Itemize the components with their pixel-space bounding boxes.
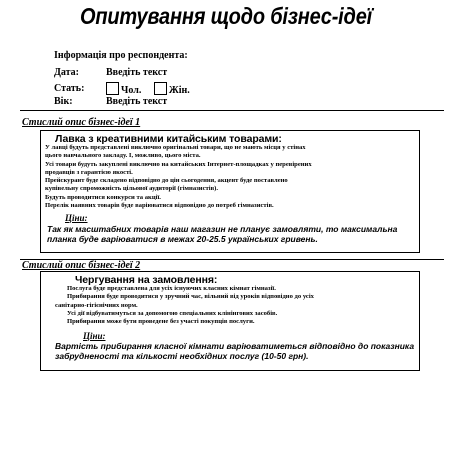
gender-options (106, 82, 190, 96)
description-line: Перелік наявних товарів буде варіюватися відповідно до потреб гімназистів. (45, 202, 274, 210)
idea1-description (45, 144, 417, 210)
idea1-heading: Лавка з креативними китайським товарами: (55, 133, 282, 145)
female-checkbox[interactable] (154, 82, 167, 95)
female-label: Жін. (168, 85, 190, 96)
description-line: Усі дії відбуватимуться за допомогою спеціальних клінінгових засобів. (67, 309, 278, 317)
idea2-section-title: Стислий опис бізнес-ідеї 2 (22, 260, 141, 271)
idea1-section-title: Стислий опис бізнес-ідеї 1 (22, 117, 141, 128)
sex-row (54, 83, 190, 96)
idea2-price-text: Вартість прибирання класної кімнати варіюватиметься відповідно до показника забрудненості та кількості необхідних послуг (10-50 грн). (55, 341, 415, 361)
description-line: продавців з гарантією якості. (45, 168, 133, 176)
description-line: Прибирання буде проводитися у зручний час, вільний від уроків відповідно до усіх (67, 293, 314, 301)
date-label: Дата: (54, 67, 79, 78)
male-label: Чол. (121, 85, 142, 96)
description-line: Усі товари будуть закуплені виключно на китайських Інтернет-площадках у перевірених (45, 160, 312, 168)
date-row (54, 67, 168, 78)
description-line: Послуга буде представлена для усіх існуючих класних кімнат гімназії. (67, 285, 276, 292)
age-field[interactable]: Введіть текст (106, 96, 168, 107)
description-line: Прейскурант буде складено відповідно до цін сьогодення, акцент буде поставлено (45, 177, 288, 185)
date-field[interactable]: Введіть текст (106, 67, 168, 78)
idea2-heading: Чергування на замовлення: (75, 274, 218, 286)
description-line: купівельну спроможність цільової аудиторії (гімназистів). (45, 185, 218, 193)
divider (20, 110, 444, 111)
description-line: санітарно-гігієнічних норм. (55, 301, 138, 309)
idea2-description (55, 285, 417, 326)
idea1-price-label: Ціни: (65, 213, 88, 223)
description-line: Прибирання може бути проведене без участі покупців послуги. (67, 318, 255, 326)
idea2-box[interactable] (40, 271, 420, 371)
age-label: Вік: (54, 96, 73, 107)
description-line: У лавці будуть представлені виключно оригінальні товари, що не мають місця у стінах (45, 144, 306, 151)
idea2-price-label: Ціни: (83, 331, 106, 341)
male-checkbox[interactable] (106, 82, 119, 95)
description-line: Будуть проводитися конкурси та акції. (45, 193, 161, 201)
idea1-price-text: Так як масштабних товарів наш магазин не планує замовляти, то максимальна планка буде варіюватися в межах 20-25.5 українських гривень. (47, 224, 398, 244)
sex-label: Стать: (54, 83, 85, 94)
description-line: цього навчального закладу. І, можливо, цього міста. (45, 152, 201, 160)
respondent-heading: Інформація про респондента: (54, 50, 188, 61)
age-row (54, 96, 168, 107)
idea1-box[interactable] (40, 130, 420, 253)
page-title: Опитування щодо бізнес-ідеї (80, 4, 372, 30)
